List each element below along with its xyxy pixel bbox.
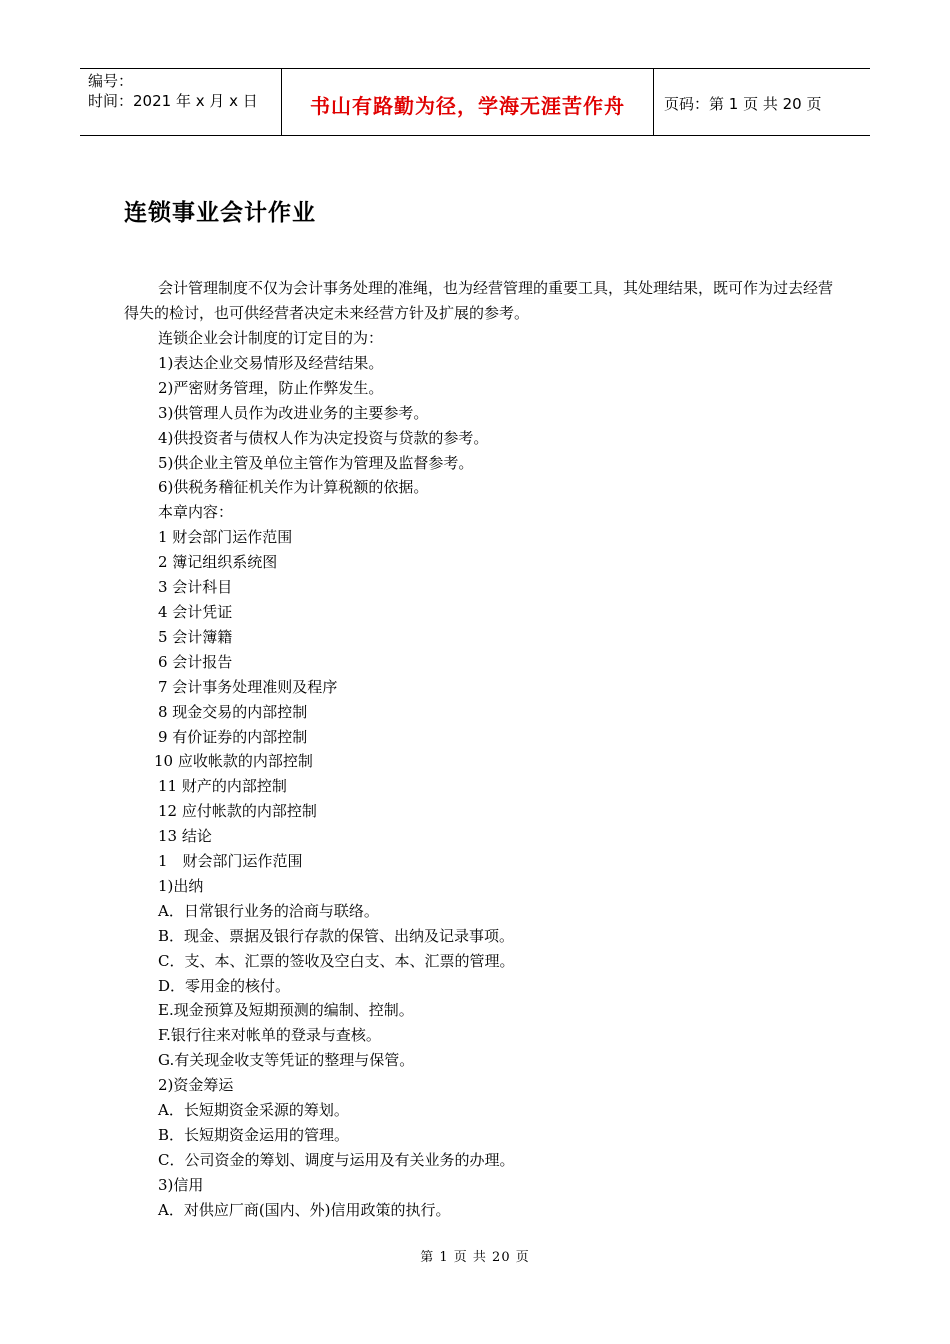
toc-item: 13 结论 <box>158 827 212 846</box>
text-line: 1)表达企业交易情形及经营结果。 <box>158 353 384 372</box>
text-line: 本章内容： <box>158 503 234 522</box>
toc-item: 8 现金交易的内部控制 <box>158 702 308 721</box>
toc-item: 5 会计簿籍 <box>158 627 233 646</box>
text-line: 2)严密财务管理，防止作弊发生。 <box>158 378 384 397</box>
toc-item: 6 会计报告 <box>158 652 233 671</box>
content-lines <box>154 326 515 1223</box>
toc-item: 10 应收帐款的内部控制 <box>154 752 313 771</box>
text-line: G.有关现金收支等凭证的整理与保管。 <box>158 1051 415 1070</box>
toc-item: 7 会计事务处理准则及程序 <box>158 677 338 696</box>
toc-item: 9 有价证券的内部控制 <box>158 727 308 746</box>
toc-item: 11 财产的内部控制 <box>158 777 287 796</box>
page-footer: 第 1 页 共 20 页 <box>420 1250 530 1265</box>
text-line: A．日常银行业务的洽商与联络。 <box>158 901 379 920</box>
text-line: E.现金预算及短期预测的编制、控制。 <box>158 1001 414 1020</box>
document-title: 连锁事业会计作业 <box>124 200 316 226</box>
text-line: 4)供投资者与债权人作为决定投资与贷款的参考。 <box>158 428 489 447</box>
header-meta-cell <box>80 69 282 135</box>
text-line: B．长短期资金运用的管理。 <box>158 1126 350 1144</box>
subsection-heading: 2)资金筹运 <box>158 1076 234 1095</box>
toc-item: 2 簿记组织系统图 <box>158 553 278 572</box>
toc-item: 3 会计科目 <box>158 578 233 597</box>
subsection-heading: 1)出纳 <box>158 876 204 895</box>
header-motto: 书山有路勤为径，学海无涯苦作舟 <box>282 69 654 135</box>
text-line: 6)供税务稽征机关作为计算税额的依据。 <box>158 478 429 497</box>
toc-item: 4 会计凭证 <box>158 602 233 621</box>
toc-item: 1 财会部门运作范围 <box>158 528 293 547</box>
header-page-label: 页码：第 1 页 共 20 页 <box>664 94 822 113</box>
section-heading: 1 财会部门运作范围 <box>158 852 303 871</box>
text-line: 5)供企业主管及单位主管作为管理及监督参考。 <box>158 453 474 472</box>
text-line: 3)供管理人员作为改进业务的主要参考。 <box>158 403 429 422</box>
intro-paragraph: 会计管理制度不仅为会计事务处理的准绳，也为经营管理的重要工具，其处理结果，既可作为过去经营得失的检讨，也可供经营者决定未来经营方针及扩展的参考。 <box>124 279 834 322</box>
text-line: A．对供应厂商(国内、外)信用政策的执行。 <box>158 1200 451 1219</box>
text-line: C．公司资金的筹划、调度与运用及有关业务的办理。 <box>158 1150 515 1169</box>
text-line: B．现金、票据及银行存款的保管、出纳及记录事项。 <box>158 926 515 945</box>
subsection-heading: 3)信用 <box>158 1175 204 1194</box>
document-date-label: 时间：2021 年 x 月 x 日 <box>88 92 258 110</box>
text-line: C．支、本、汇票的签收及空白支、本、汇票的管理。 <box>158 951 515 970</box>
toc-item: 12 应付帐款的内部控制 <box>158 802 317 821</box>
text-line: 连锁企业会计制度的订定目的为： <box>158 329 384 347</box>
document-header <box>80 68 870 136</box>
text-line: D．零用金的核付。 <box>158 976 291 995</box>
text-line: F.银行往来对帐单的登录与查核。 <box>158 1026 381 1045</box>
text-line: A．长短期资金采源的筹划。 <box>158 1101 349 1120</box>
document-number-label: 编号： <box>88 72 134 90</box>
